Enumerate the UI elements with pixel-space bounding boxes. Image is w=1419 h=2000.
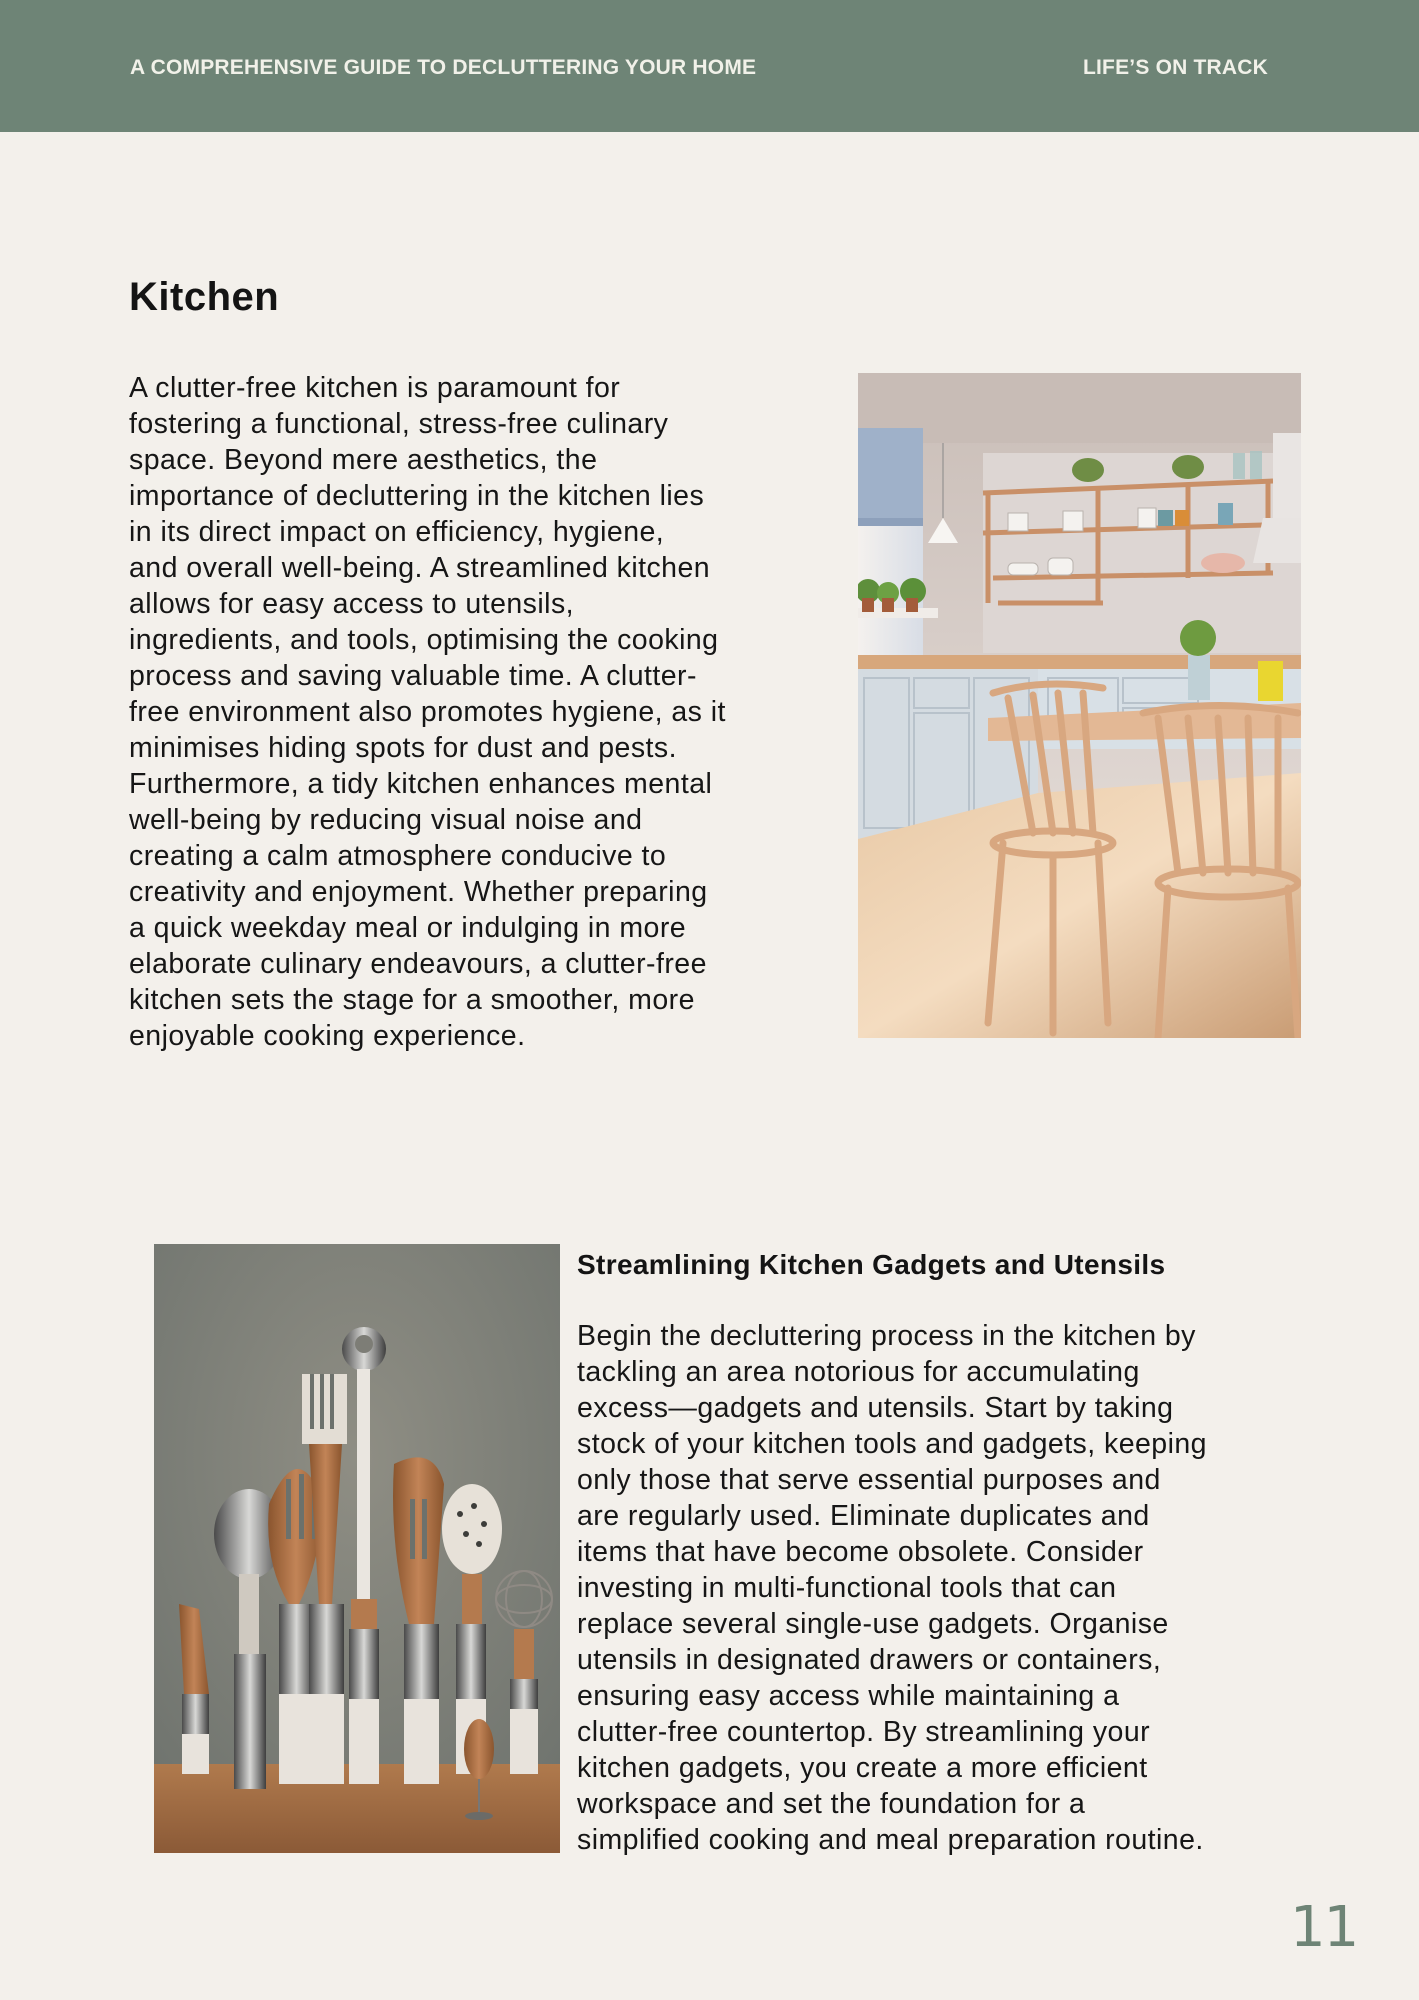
- body-line: only those that serve essential purposes and: [577, 1464, 1161, 1496]
- intro-line: well-being by reducing visual noise and: [129, 804, 643, 836]
- body-line: investing in multi-functional tools that can: [577, 1572, 1117, 1604]
- intro-line: space. Beyond mere aesthetics, the: [129, 444, 598, 476]
- intro-line: in its direct impact on efficiency, hygiene,: [129, 516, 665, 548]
- body-line: excess—gadgets and utensils. Start by taking: [577, 1392, 1174, 1424]
- intro-line: and overall well-being. A streamlined kitchen: [129, 552, 711, 584]
- intro-line: a quick weekday meal or indulging in more: [129, 912, 687, 944]
- utensils-illustration-icon: [154, 1244, 560, 1853]
- body-line: clutter-free countertop. By streamlining your: [577, 1716, 1151, 1748]
- body-line: are regularly used. Eliminate duplicates and: [577, 1500, 1150, 1532]
- intro-paragraph: [129, 370, 829, 1054]
- intro-line: Furthermore, a tidy kitchen enhances mental: [129, 768, 713, 800]
- intro-line: allows for easy access to utensils,: [129, 588, 575, 620]
- subsection-paragraph: [577, 1318, 1317, 1858]
- body-line: utensils in designated drawers or containers,: [577, 1644, 1162, 1676]
- intro-line: creating a calm atmosphere conducive to: [129, 840, 667, 872]
- brand-name: LIFE’S ON TRACK: [1083, 56, 1268, 79]
- kitchen-illustration-icon: [858, 373, 1301, 1038]
- guide-title: A COMPREHENSIVE GUIDE TO DECLUTTERING YOUR HOME: [130, 56, 757, 79]
- body-line: Begin the decluttering process in the kitchen by: [577, 1320, 1196, 1352]
- section-title: Kitchen: [129, 275, 280, 319]
- intro-line: ingredients, and tools, optimising the cooking: [129, 624, 719, 656]
- kitchen-photo: [858, 373, 1301, 1038]
- intro-line: free environment also promotes hygiene, as it: [129, 696, 726, 728]
- body-line: replace several single-use gadgets. Organise: [577, 1608, 1169, 1640]
- body-line: workspace and set the foundation for a: [577, 1788, 1086, 1820]
- intro-line: process and saving valuable time. A clutter-: [129, 660, 697, 692]
- page-header: [0, 0, 1419, 132]
- utensils-photo: [154, 1244, 560, 1853]
- page-number: 11: [1290, 1895, 1358, 1960]
- body-line: items that have become obsolete. Consider: [577, 1536, 1144, 1568]
- subsection-heading: Streamlining Kitchen Gadgets and Utensils: [577, 1249, 1166, 1280]
- body-line: tackling an area notorious for accumulating: [577, 1356, 1140, 1388]
- intro-line: kitchen sets the stage for a smoother, more: [129, 984, 695, 1016]
- intro-line: fostering a functional, stress-free culinary: [129, 408, 669, 440]
- intro-line: creativity and enjoyment. Whether preparing: [129, 876, 708, 908]
- intro-line: importance of decluttering in the kitchen lies: [129, 480, 705, 512]
- intro-line: A clutter-free kitchen is paramount for: [129, 372, 621, 404]
- intro-line: elaborate culinary endeavours, a clutter-free: [129, 948, 707, 980]
- body-line: kitchen gadgets, you create a more efficient: [577, 1752, 1148, 1784]
- body-line: simplified cooking and meal preparation routine.: [577, 1824, 1204, 1856]
- intro-line: minimises hiding spots for dust and pests.: [129, 732, 677, 764]
- body-line: stock of your kitchen tools and gadgets, keeping: [577, 1428, 1207, 1460]
- body-line: ensuring easy access while maintaining a: [577, 1680, 1120, 1712]
- intro-line: enjoyable cooking experience.: [129, 1020, 526, 1052]
